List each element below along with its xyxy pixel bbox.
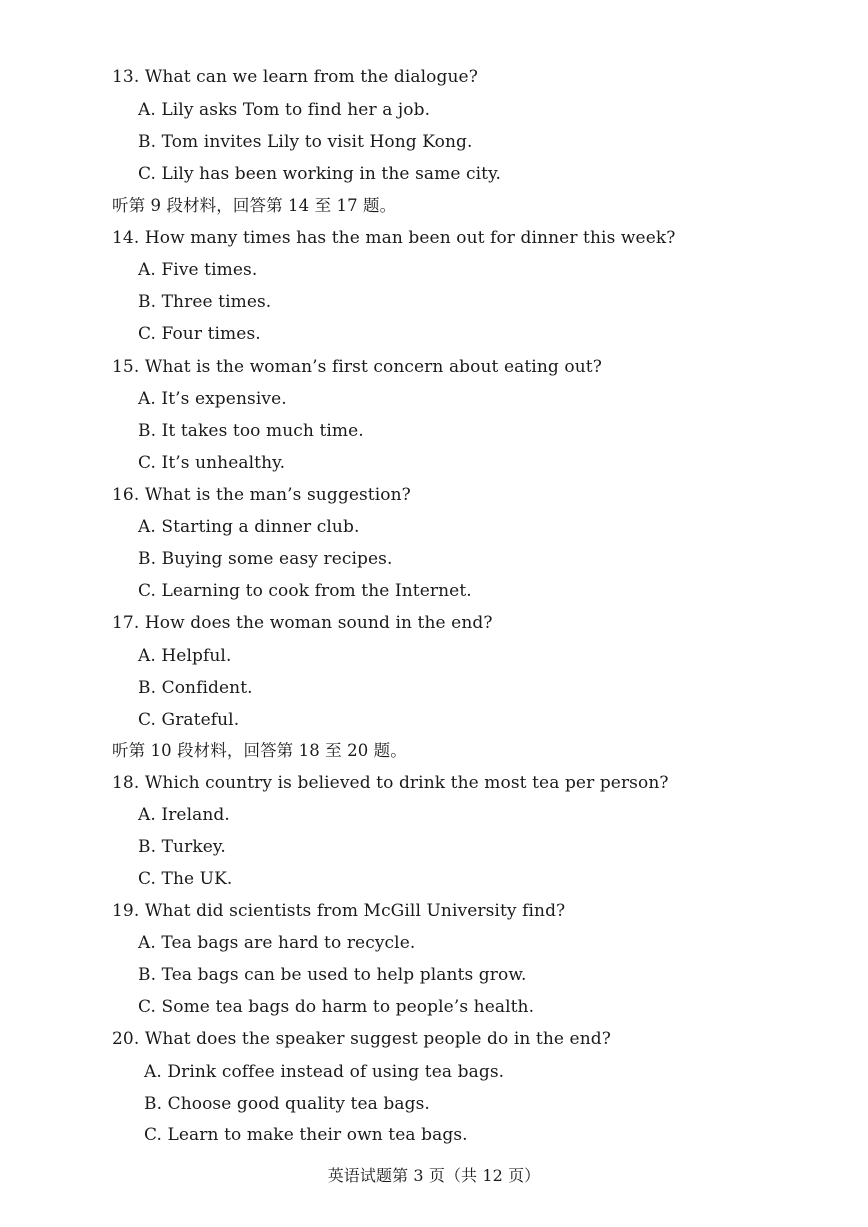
option-b: B. It takes too much time. (138, 421, 364, 441)
option-c: C. Four times. (138, 324, 261, 344)
option-b: B. Turkey. (138, 837, 226, 857)
question-stem: 13. What can we learn from the dialogue? (112, 67, 478, 87)
option-c: C. Grateful. (138, 710, 240, 730)
option-c: C. Learn to make their own tea bags. (144, 1125, 468, 1145)
question-stem: 20. What does the speaker suggest people do in the end? (112, 1029, 611, 1049)
option-c: C. Lily has been working in the same city. (138, 164, 502, 184)
option-a: A. Lily asks Tom to find her a job. (138, 100, 431, 120)
option-c: C. It’s unhealthy. (138, 453, 286, 473)
option-b: B. Three times. (138, 292, 272, 312)
option-c: C. Learning to cook from the Internet. (138, 581, 472, 601)
section-instruction: 听第 9 段材料，回答第 14 至 17 题。 (112, 196, 397, 215)
option-a: A. Tea bags are hard to recycle. (138, 933, 416, 953)
option-a: A. Helpful. (138, 646, 232, 666)
option-a: A. Five times. (138, 260, 258, 280)
option-b: B. Confident. (138, 678, 253, 698)
option-a: A. Drink coffee instead of using tea bags. (144, 1062, 505, 1082)
option-a: A. It’s expensive. (138, 389, 287, 409)
question-stem: 17. How does the woman sound in the end? (112, 613, 493, 633)
question-stem: 18. Which country is believed to drink the most tea per person? (112, 773, 669, 793)
option-b: B. Buying some easy recipes. (138, 549, 393, 569)
question-stem: 16. What is the man’s suggestion? (112, 485, 411, 505)
option-b: B. Tea bags can be used to help plants grow. (138, 965, 527, 985)
section-instruction: 听第 10 段材料，回答第 18 至 20 题。 (112, 741, 407, 760)
option-c: C. Some tea bags do harm to people’s health. (138, 997, 535, 1017)
question-stem: 15. What is the woman’s first concern about eating out? (112, 357, 602, 377)
question-stem: 19. What did scientists from McGill University find? (112, 901, 566, 921)
option-b: B. Choose good quality tea bags. (144, 1094, 430, 1114)
option-c: C. The UK. (138, 869, 233, 889)
option-b: B. Tom invites Lily to visit Hong Kong. (138, 132, 473, 152)
page-footer: 英语试题第 3 页（共 12 页） (327, 1166, 541, 1185)
option-a: A. Starting a dinner club. (138, 517, 360, 537)
question-stem: 14. How many times has the man been out for dinner this week? (112, 228, 676, 248)
option-a: A. Ireland. (138, 805, 230, 825)
